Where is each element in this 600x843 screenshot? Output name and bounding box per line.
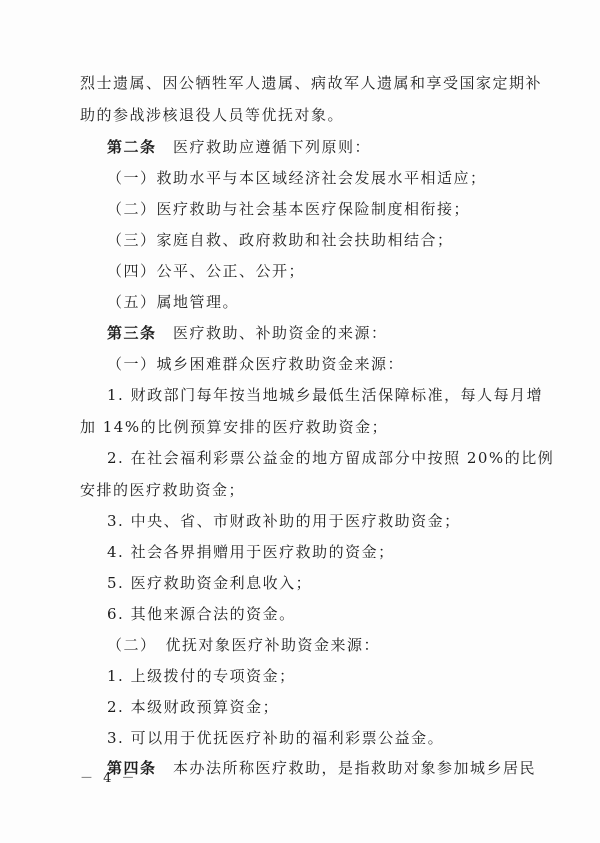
text-line (80, 104, 344, 126)
line-text: 3. 中央、省、市财政补助的用于医疗救助资金； (107, 512, 461, 530)
text-line (80, 72, 542, 94)
line-text: 2. 本级财政预算资金； (107, 698, 280, 716)
text-line (107, 198, 470, 220)
line-text: 加 14%的比例预算安排的医疗救助资金； (80, 418, 389, 436)
line-text: （一）城乡困难群众医疗救助资金来源： (107, 355, 405, 373)
line-text: （五）属地管理。 (107, 293, 240, 311)
line-text: （二） 优抚对象医疗补助资金来源： (107, 636, 381, 654)
text-line (107, 541, 395, 563)
text-line (107, 603, 296, 625)
line-text: （四）公平、公正、公开； (107, 262, 306, 280)
line-text: 助的参战涉核退役人员等优抚对象。 (80, 106, 345, 124)
line-text: 4. 社会各界捐赠用于医疗救助的资金； (107, 543, 395, 561)
text-line (107, 757, 536, 779)
text-line (107, 136, 371, 158)
line-text: 2. 在社会福利彩票公益金的地方留成部分中按照 20%的比例 (107, 449, 555, 467)
line-text: 6. 其他来源合法的资金。 (107, 605, 296, 623)
line-text: 3. 可以用于优抚医疗补助的福利彩票公益金。 (107, 729, 445, 747)
text-line (107, 322, 388, 344)
text-line (107, 634, 380, 656)
line-text: 1. 财政部门每年按当地城乡最低生活保障标准，每人每月增 (107, 386, 544, 404)
text-line (107, 384, 543, 406)
line-text: 医疗救助应遵循下列原则： (156, 138, 372, 156)
text-line (107, 353, 404, 375)
text-line (80, 479, 245, 501)
text-line (107, 291, 239, 313)
text-line (107, 727, 444, 749)
article-heading: 第四条 (107, 759, 157, 777)
page-number: － 4 － (80, 771, 138, 786)
article-heading: 第三条 (107, 324, 157, 342)
line-text: （二）医疗救助与社会基本医疗保险制度相衔接； (107, 200, 471, 218)
line-text: 5. 医疗救助资金利息收入； (107, 574, 313, 592)
text-line (107, 167, 487, 189)
text-line (107, 572, 312, 594)
line-text: 医疗救助、补助资金的来源： (156, 324, 388, 342)
line-text: 1. 上级拨付的专项资金； (107, 667, 296, 685)
line-text: 安排的医疗救助资金； (80, 481, 246, 499)
text-line (107, 229, 454, 251)
text-line (107, 260, 305, 282)
text-line (107, 510, 461, 532)
text-line (107, 665, 296, 687)
line-text: （三）家庭自救、政府救助和社会扶助相结合； (107, 231, 454, 249)
article-heading: 第二条 (107, 138, 157, 156)
line-text: （一）救助水平与本区域经济社会发展水平相适应； (107, 169, 487, 187)
text-line (107, 447, 554, 469)
line-text: 烈士遗属、因公牺牲军人遗属、病故军人遗属和享受国家定期补 (80, 74, 543, 92)
text-line (107, 696, 279, 718)
line-text: 本办法所称医疗救助，是指救助对象参加城乡居民 (156, 759, 537, 777)
text-line (80, 416, 388, 438)
